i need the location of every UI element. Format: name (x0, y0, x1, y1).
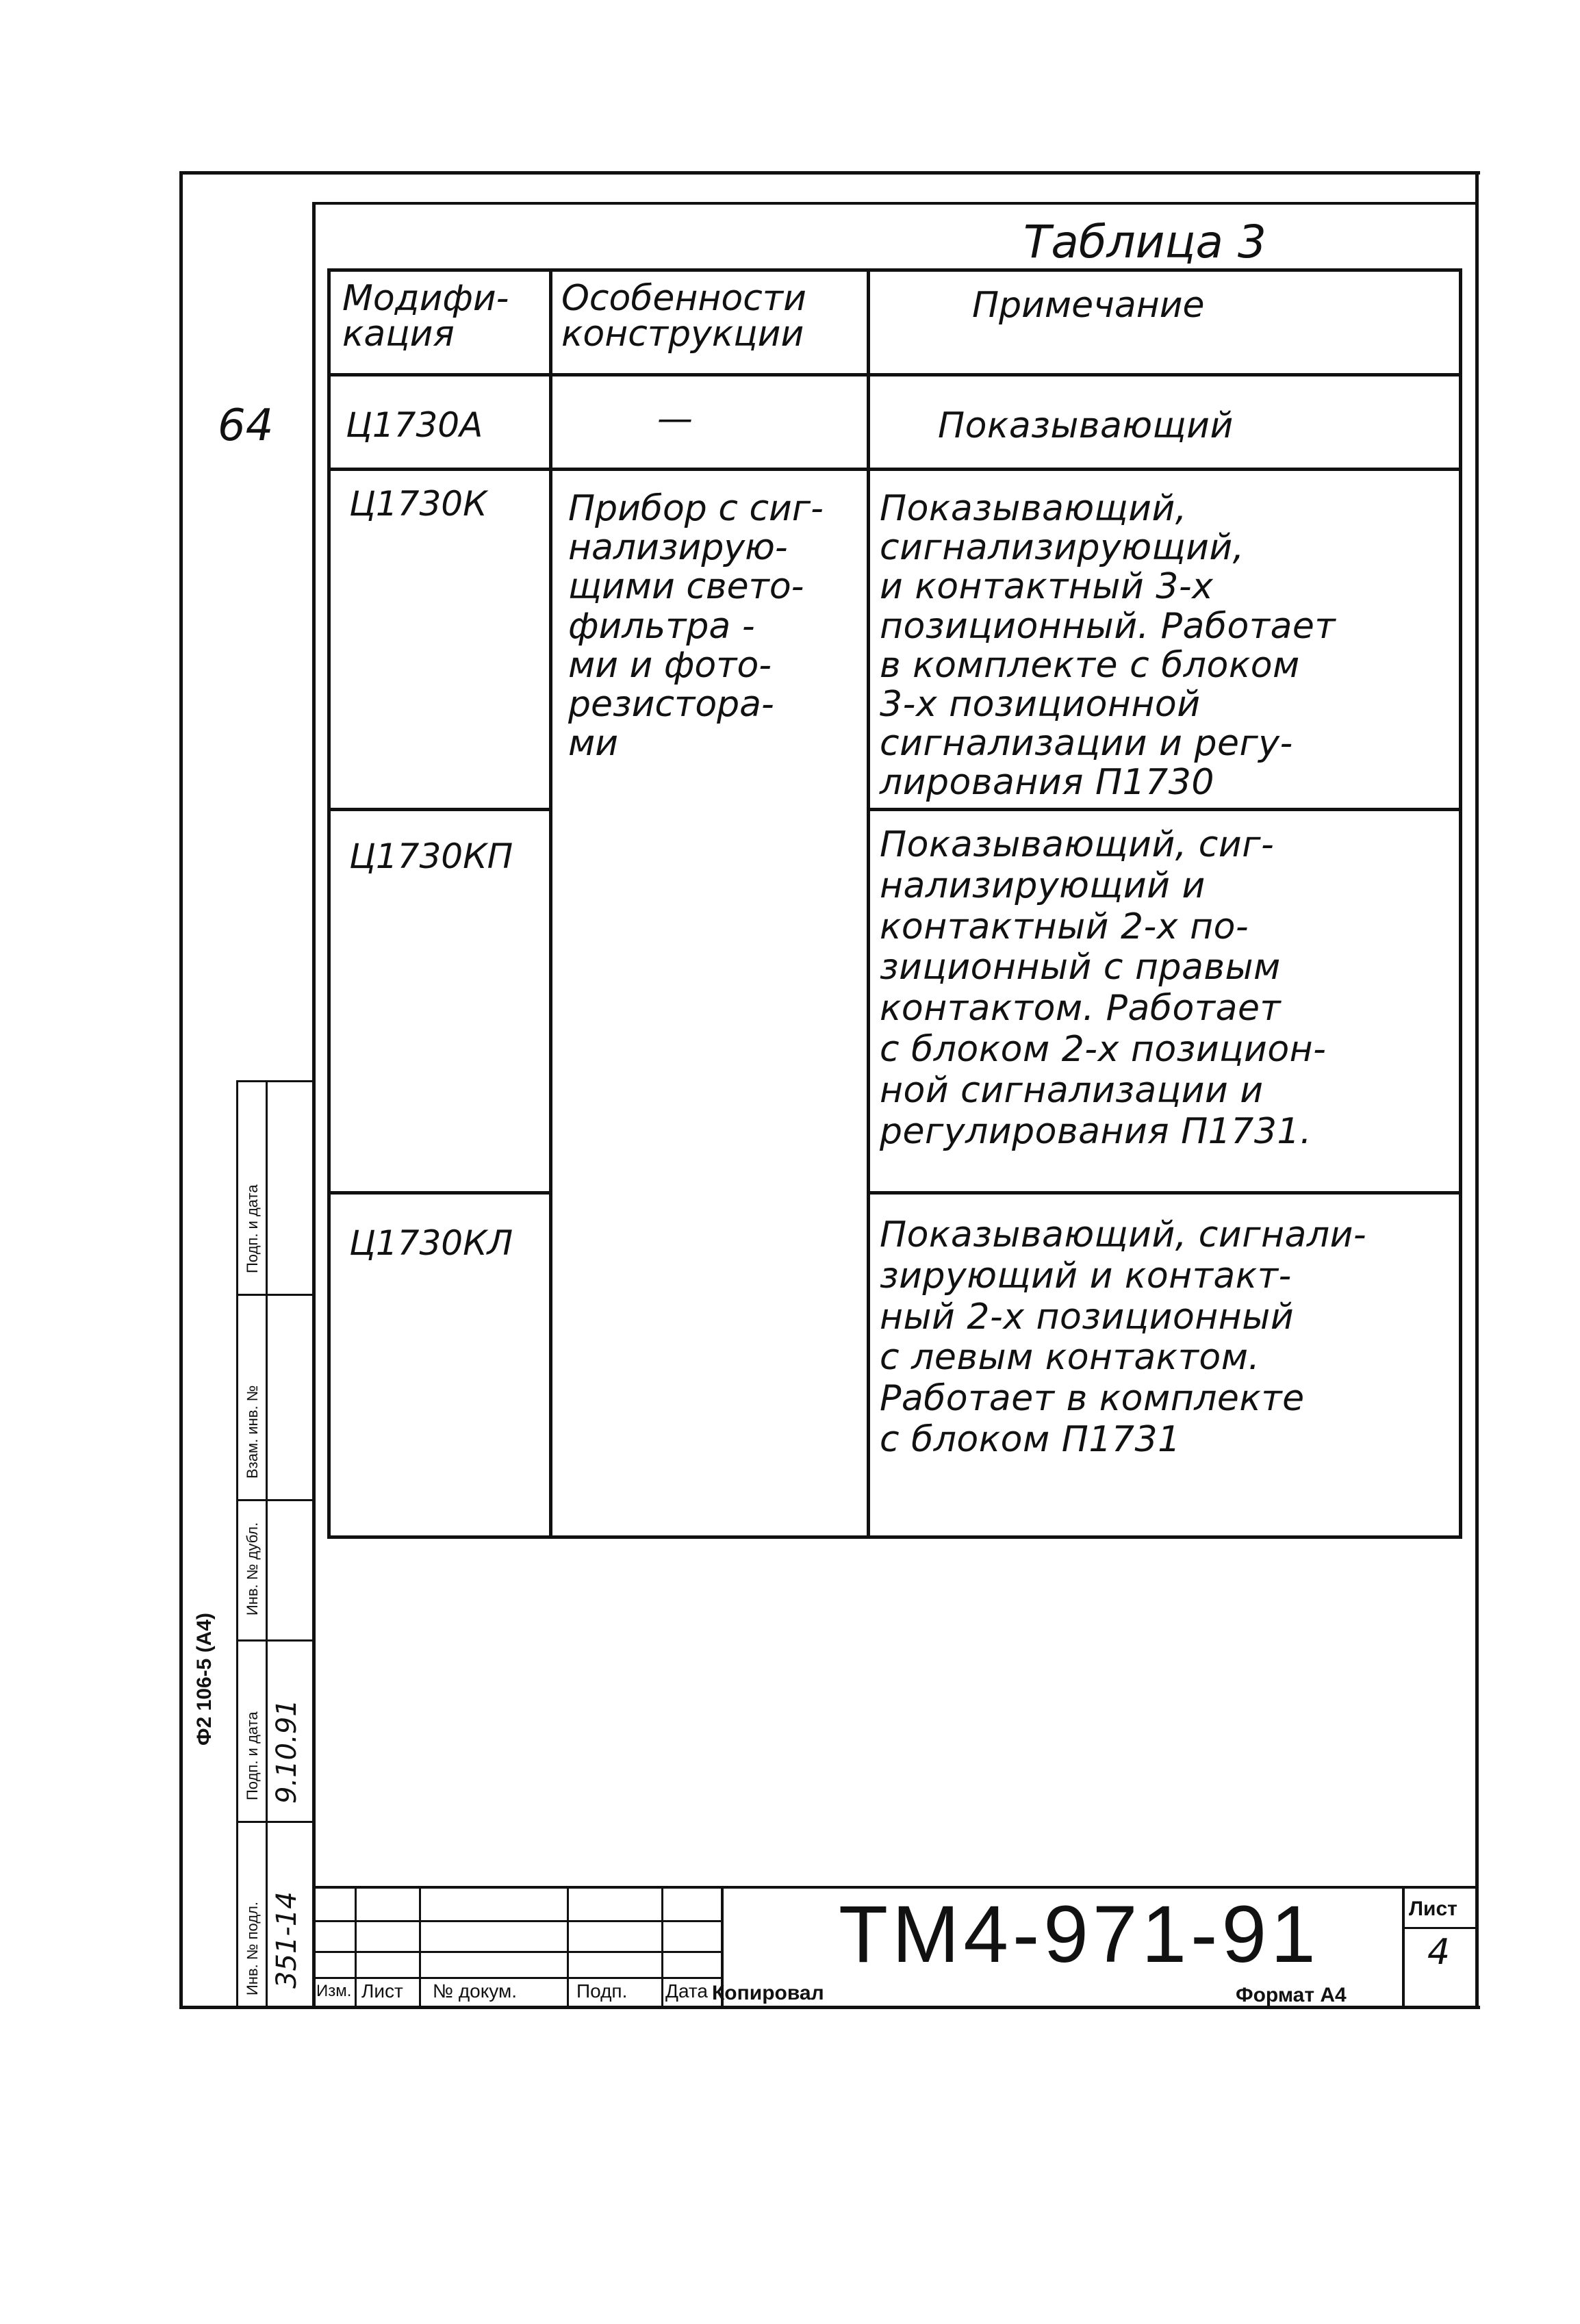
side-stamp-left (236, 1082, 238, 2006)
frame-right (1475, 171, 1479, 2009)
tb-col1 (355, 1886, 357, 2008)
side-stamp-div4 (236, 1821, 315, 1823)
table-col-left (327, 268, 331, 1539)
side-label-5: Инв. № подл. (244, 1901, 261, 1995)
inner-frame-left (312, 202, 316, 2009)
side-label-3: Инв. № дубл. (244, 1522, 261, 1616)
side-stamp-top (236, 1080, 315, 1082)
row2-features: Прибор с сиг- нализирую- щими свето- фильтра - ми и фото- резистора- ми (568, 488, 824, 765)
tb-col3 (567, 1886, 569, 2008)
table-rule-row2-right (868, 808, 1462, 811)
header-note: Примечание (972, 285, 1205, 326)
side-form-code: Ф2 106-5 (А4) (193, 1612, 216, 1746)
margin-page-number: 64 (218, 400, 274, 451)
header-features: Особенности конструкции (561, 278, 806, 355)
table-rule-top (327, 268, 1462, 272)
row3-modification: Ц1730КП (349, 837, 513, 876)
sheet-label: Лист (1409, 1898, 1457, 1920)
table-rule-row3-right (868, 1191, 1462, 1195)
table-rule-row3-left (327, 1191, 550, 1195)
frame-top (179, 171, 1480, 175)
tb-sheet-col (1402, 1886, 1405, 2008)
table-rule-header (327, 373, 1462, 376)
tb-col-doc: № докум. (433, 1980, 518, 2002)
row4-modification: Ц1730КЛ (349, 1223, 513, 1263)
header-modification: Модифи- кация (342, 278, 509, 355)
doc-code: ТМ4-971-91 (839, 1889, 1320, 1980)
row4-note: Показывающий, сигнали- зирующий и контакт- ный 2-х позиционный с левым контактом. Работает в комплекте с блоком П1731 (880, 1214, 1367, 1460)
tb-col-date: Дата (665, 1980, 709, 2002)
sheet-number: 4 (1427, 1932, 1451, 1973)
table-rule-row2-left (327, 808, 550, 811)
side-stamp-div3 (236, 1639, 315, 1642)
side-inv-number: 351-14 (271, 1891, 303, 1989)
footer-copied: Копировал (712, 1982, 824, 2004)
side-date: 9.10.91 (271, 1699, 303, 1804)
table-col-1 (549, 268, 552, 1539)
row2-modification: Ц1730К (349, 484, 487, 524)
inner-frame-top (314, 202, 1477, 205)
side-stamp-div1 (236, 1294, 315, 1296)
table-col-right (1459, 268, 1462, 1539)
row1-modification: Ц1730А (346, 405, 483, 445)
tb-col-izm: Изм. (316, 1982, 352, 2000)
side-label-4: Подп. и дата (244, 1711, 261, 1800)
tb-col-sign: Подп. (576, 1980, 628, 2002)
tb-col4 (661, 1886, 663, 2008)
footer-format: Формат А4 (1236, 1984, 1347, 2006)
tb-col2 (419, 1886, 421, 2008)
side-label-2: Взам. инв. № (244, 1385, 261, 1479)
table-rule-row1 (327, 468, 1462, 471)
table-rule-bottom (327, 1535, 1462, 1539)
row1-features: — (657, 398, 693, 439)
side-stamp-mid (266, 1082, 268, 2006)
side-label-1: Подп. и дата (244, 1184, 261, 1273)
table-title: Таблица 3 (1023, 216, 1266, 268)
row1-note: Показывающий (938, 405, 1234, 446)
table-col-2 (867, 268, 870, 1539)
row2-note: Показывающий, сигнализирующий, и контактный 3-х позиционный. Работает в комплекте с блоком 3-х позиционной сигнализации и регу- лирования П1730 (880, 488, 1336, 804)
side-stamp-div2 (236, 1499, 315, 1501)
tb-sheet-row (1402, 1927, 1477, 1929)
frame-left-outer (179, 171, 183, 2009)
tb-col-list: Лист (361, 1980, 403, 2002)
row3-note: Показывающий, сиг- нализирующий и контактный 2-х по- зиционный с правым контактом. Работает с блоком 2-х позицион- ной сигнализации и регулирования П1731. (880, 824, 1327, 1152)
